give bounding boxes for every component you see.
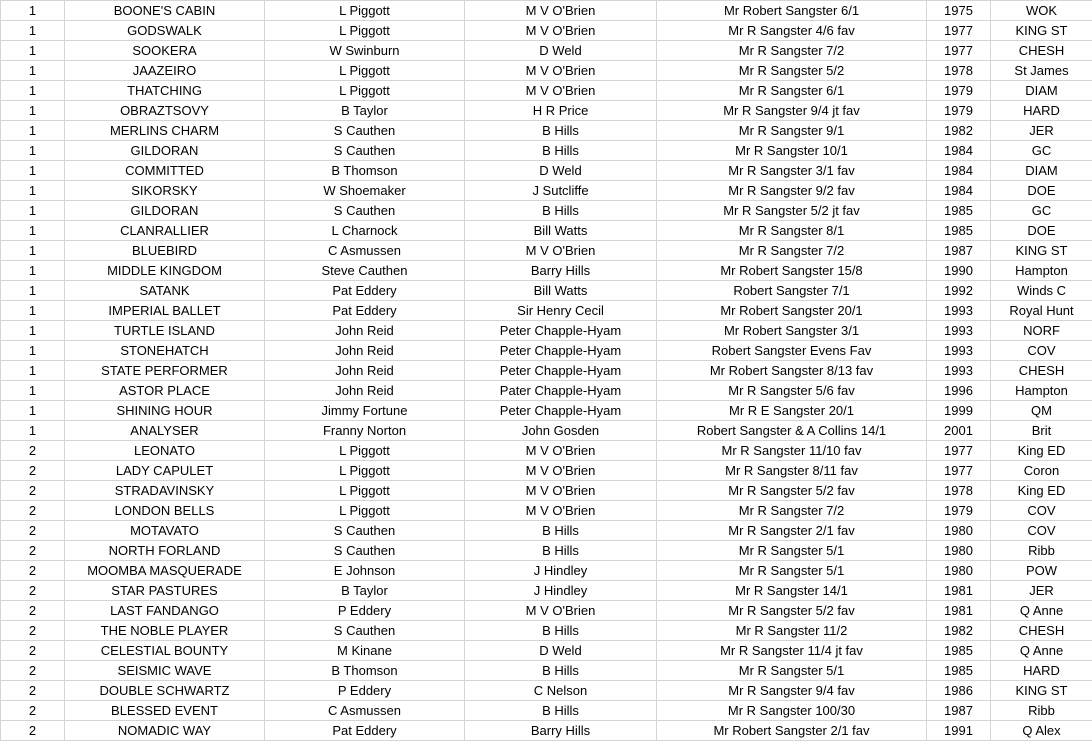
owner-odds-cell[interactable]: Mr R Sangster 5/1 (657, 561, 927, 581)
race-cell[interactable]: Hampton (991, 261, 1092, 281)
year-cell[interactable]: 1996 (927, 381, 991, 401)
race-cell[interactable]: Q Anne (991, 601, 1092, 621)
owner-odds-cell[interactable]: Mr R Sangster 10/1 (657, 141, 927, 161)
horse-cell[interactable]: BLESSED EVENT (65, 701, 265, 721)
jockey-cell[interactable]: L Piggott (265, 61, 465, 81)
race-cell[interactable]: HARD (991, 101, 1092, 121)
horse-cell[interactable]: MOOMBA MASQUERADE (65, 561, 265, 581)
trainer-cell[interactable]: M V O'Brien (465, 501, 657, 521)
year-cell[interactable]: 1985 (927, 641, 991, 661)
jockey-cell[interactable]: W Shoemaker (265, 181, 465, 201)
position-cell[interactable]: 1 (1, 101, 65, 121)
jockey-cell[interactable]: C Asmussen (265, 241, 465, 261)
position-cell[interactable]: 2 (1, 521, 65, 541)
race-cell[interactable]: KING ST (991, 21, 1092, 41)
position-cell[interactable]: 2 (1, 481, 65, 501)
race-cell[interactable]: DIAM (991, 81, 1092, 101)
trainer-cell[interactable]: B Hills (465, 701, 657, 721)
trainer-cell[interactable]: B Hills (465, 661, 657, 681)
race-cell[interactable]: JER (991, 581, 1092, 601)
jockey-cell[interactable]: P Eddery (265, 681, 465, 701)
year-cell[interactable]: 1981 (927, 601, 991, 621)
table-row (1, 221, 1092, 241)
owner-odds-cell[interactable]: Mr Robert Sangster 8/13 fav (657, 361, 927, 381)
jockey-cell[interactable]: L Piggott (265, 481, 465, 501)
year-cell[interactable]: 1991 (927, 721, 991, 741)
trainer-cell[interactable]: Bill Watts (465, 281, 657, 301)
position-cell[interactable]: 2 (1, 681, 65, 701)
owner-odds-cell[interactable]: Mr R Sangster 5/6 fav (657, 381, 927, 401)
race-cell[interactable]: WOK (991, 1, 1092, 21)
position-cell[interactable]: 1 (1, 1, 65, 21)
trainer-cell[interactable]: J Hindley (465, 561, 657, 581)
jockey-cell[interactable]: S Cauthen (265, 201, 465, 221)
owner-odds-cell[interactable]: Mr R Sangster 5/1 (657, 661, 927, 681)
year-cell[interactable]: 1977 (927, 441, 991, 461)
position-cell[interactable]: 1 (1, 61, 65, 81)
trainer-cell[interactable]: Bill Watts (465, 221, 657, 241)
horse-cell[interactable]: SIKORSKY (65, 181, 265, 201)
year-cell[interactable]: 1980 (927, 561, 991, 581)
position-cell[interactable]: 1 (1, 401, 65, 421)
owner-odds-cell[interactable]: Mr R Sangster 4/6 fav (657, 21, 927, 41)
table-row (1, 341, 1092, 361)
year-cell[interactable]: 1986 (927, 681, 991, 701)
trainer-cell[interactable]: Peter Chapple-Hyam (465, 401, 657, 421)
position-cell[interactable]: 2 (1, 501, 65, 521)
horse-cell[interactable]: MERLINS CHARM (65, 121, 265, 141)
race-cell[interactable]: King ED (991, 481, 1092, 501)
jockey-cell[interactable]: John Reid (265, 341, 465, 361)
jockey-cell[interactable]: Pat Eddery (265, 281, 465, 301)
jockey-cell[interactable]: P Eddery (265, 601, 465, 621)
position-cell[interactable]: 1 (1, 421, 65, 441)
position-cell[interactable]: 1 (1, 121, 65, 141)
table-body (1, 1, 1092, 741)
table-row (1, 381, 1092, 401)
year-cell[interactable]: 1990 (927, 261, 991, 281)
jockey-cell[interactable]: L Piggott (265, 21, 465, 41)
year-cell[interactable]: 1979 (927, 501, 991, 521)
position-cell[interactable]: 2 (1, 601, 65, 621)
owner-odds-cell[interactable]: Mr R Sangster 8/1 (657, 221, 927, 241)
trainer-cell[interactable]: M V O'Brien (465, 441, 657, 461)
table-row (1, 61, 1092, 81)
trainer-cell[interactable]: M V O'Brien (465, 61, 657, 81)
jockey-cell[interactable]: Pat Eddery (265, 721, 465, 741)
race-cell[interactable]: CHESH (991, 41, 1092, 61)
jockey-cell[interactable]: L Piggott (265, 441, 465, 461)
race-cell[interactable]: Ribb (991, 701, 1092, 721)
year-cell[interactable]: 1984 (927, 181, 991, 201)
trainer-cell[interactable]: H R Price (465, 101, 657, 121)
owner-odds-cell[interactable]: Mr R Sangster 6/1 (657, 81, 927, 101)
position-cell[interactable]: 2 (1, 621, 65, 641)
year-cell[interactable]: 1979 (927, 101, 991, 121)
owner-odds-cell[interactable]: Mr R Sangster 7/2 (657, 501, 927, 521)
table-row (1, 561, 1092, 581)
position-cell[interactable]: 1 (1, 21, 65, 41)
year-cell[interactable]: 1993 (927, 301, 991, 321)
jockey-cell[interactable]: Pat Eddery (265, 301, 465, 321)
owner-odds-cell[interactable]: Mr R Sangster 5/1 (657, 541, 927, 561)
owner-odds-cell[interactable]: Mr R E Sangster 20/1 (657, 401, 927, 421)
owner-odds-cell[interactable]: Mr R Sangster 11/10 fav (657, 441, 927, 461)
table-row (1, 621, 1092, 641)
position-cell[interactable]: 1 (1, 361, 65, 381)
race-cell[interactable]: JER (991, 121, 1092, 141)
trainer-cell[interactable]: M V O'Brien (465, 1, 657, 21)
horse-cell[interactable]: DOUBLE SCHWARTZ (65, 681, 265, 701)
trainer-cell[interactable]: Peter Chapple-Hyam (465, 341, 657, 361)
owner-odds-cell[interactable]: Mr R Sangster 14/1 (657, 581, 927, 601)
race-cell[interactable]: DIAM (991, 161, 1092, 181)
horse-cell[interactable]: BOONE'S CABIN (65, 1, 265, 21)
owner-odds-cell[interactable]: Mr R Sangster 9/2 fav (657, 181, 927, 201)
position-cell[interactable]: 1 (1, 221, 65, 241)
owner-odds-cell[interactable]: Mr R Sangster 9/4 fav (657, 681, 927, 701)
jockey-cell[interactable]: S Cauthen (265, 621, 465, 641)
table-row (1, 641, 1092, 661)
owner-odds-cell[interactable]: Mr R Sangster 100/30 (657, 701, 927, 721)
table-row (1, 661, 1092, 681)
year-cell[interactable]: 1987 (927, 241, 991, 261)
table-row (1, 701, 1092, 721)
trainer-cell[interactable]: M V O'Brien (465, 601, 657, 621)
race-cell[interactable]: Coron (991, 461, 1092, 481)
position-cell[interactable]: 2 (1, 581, 65, 601)
owner-odds-cell[interactable]: Mr Robert Sangster 3/1 (657, 321, 927, 341)
horse-cell[interactable]: NORTH FORLAND (65, 541, 265, 561)
trainer-cell[interactable]: B Hills (465, 521, 657, 541)
year-cell[interactable]: 1978 (927, 61, 991, 81)
jockey-cell[interactable]: Steve Cauthen (265, 261, 465, 281)
table-row (1, 121, 1092, 141)
position-cell[interactable]: 2 (1, 541, 65, 561)
position-cell[interactable]: 1 (1, 281, 65, 301)
table-row (1, 201, 1092, 221)
owner-odds-cell[interactable]: Mr R Sangster 2/1 fav (657, 521, 927, 541)
race-cell[interactable]: CHESH (991, 621, 1092, 641)
table-row (1, 101, 1092, 121)
position-cell[interactable]: 2 (1, 461, 65, 481)
owner-odds-cell[interactable]: Mr R Sangster 9/1 (657, 121, 927, 141)
position-cell[interactable]: 1 (1, 381, 65, 401)
jockey-cell[interactable]: B Taylor (265, 581, 465, 601)
jockey-cell[interactable]: L Piggott (265, 1, 465, 21)
trainer-cell[interactable]: B Hills (465, 121, 657, 141)
race-cell[interactable]: COV (991, 341, 1092, 361)
trainer-cell[interactable]: Peter Chapple-Hyam (465, 361, 657, 381)
table-row (1, 501, 1092, 521)
year-cell[interactable]: 1993 (927, 321, 991, 341)
race-cell[interactable]: Hampton (991, 381, 1092, 401)
owner-odds-cell[interactable]: Mr R Sangster 5/2 fav (657, 601, 927, 621)
owner-odds-cell[interactable]: Robert Sangster & A Collins 14/1 (657, 421, 927, 441)
horse-cell[interactable]: THATCHING (65, 81, 265, 101)
position-cell[interactable]: 1 (1, 181, 65, 201)
horse-cell[interactable]: COMMITTED (65, 161, 265, 181)
jockey-cell[interactable]: Jimmy Fortune (265, 401, 465, 421)
jockey-cell[interactable]: C Asmussen (265, 701, 465, 721)
horse-cell[interactable]: LONDON BELLS (65, 501, 265, 521)
jockey-cell[interactable]: E Johnson (265, 561, 465, 581)
race-cell[interactable]: KING ST (991, 241, 1092, 261)
owner-odds-cell[interactable]: Mr R Sangster 7/2 (657, 241, 927, 261)
jockey-cell[interactable]: L Charnock (265, 221, 465, 241)
year-cell[interactable]: 1975 (927, 1, 991, 21)
year-cell[interactable]: 1984 (927, 141, 991, 161)
year-cell[interactable]: 1985 (927, 221, 991, 241)
position-cell[interactable]: 1 (1, 161, 65, 181)
trainer-cell[interactable]: M V O'Brien (465, 461, 657, 481)
owner-odds-cell[interactable]: Mr R Sangster 5/2 jt fav (657, 201, 927, 221)
owner-odds-cell[interactable]: Mr R Sangster 3/1 fav (657, 161, 927, 181)
race-cell[interactable]: Winds C (991, 281, 1092, 301)
owner-odds-cell[interactable]: Robert Sangster Evens Fav (657, 341, 927, 361)
table-row (1, 261, 1092, 281)
position-cell[interactable]: 1 (1, 81, 65, 101)
year-cell[interactable]: 1980 (927, 541, 991, 561)
table-row (1, 361, 1092, 381)
trainer-cell[interactable]: J Hindley (465, 581, 657, 601)
horse-cell[interactable]: SEISMIC WAVE (65, 661, 265, 681)
jockey-cell[interactable]: L Piggott (265, 81, 465, 101)
year-cell[interactable]: 1993 (927, 341, 991, 361)
trainer-cell[interactable]: J Sutcliffe (465, 181, 657, 201)
year-cell[interactable]: 1999 (927, 401, 991, 421)
race-cell[interactable]: POW (991, 561, 1092, 581)
jockey-cell[interactable]: Franny Norton (265, 421, 465, 441)
year-cell[interactable]: 1985 (927, 201, 991, 221)
position-cell[interactable]: 2 (1, 701, 65, 721)
position-cell[interactable]: 2 (1, 661, 65, 681)
year-cell[interactable]: 1981 (927, 581, 991, 601)
horse-cell[interactable]: BLUEBIRD (65, 241, 265, 261)
year-cell[interactable]: 1980 (927, 521, 991, 541)
race-cell[interactable]: QM (991, 401, 1092, 421)
year-cell[interactable]: 1984 (927, 161, 991, 181)
year-cell[interactable]: 1985 (927, 661, 991, 681)
year-cell[interactable]: 1982 (927, 121, 991, 141)
horse-cell[interactable]: SATANK (65, 281, 265, 301)
horse-cell[interactable]: MOTAVATO (65, 521, 265, 541)
jockey-cell[interactable]: John Reid (265, 321, 465, 341)
table-row (1, 161, 1092, 181)
year-cell[interactable]: 1993 (927, 361, 991, 381)
table-row (1, 81, 1092, 101)
trainer-cell[interactable]: B Hills (465, 621, 657, 641)
trainer-cell[interactable]: John Gosden (465, 421, 657, 441)
table-row (1, 321, 1092, 341)
position-cell[interactable]: 2 (1, 441, 65, 461)
horse-cell[interactable]: IMPERIAL BALLET (65, 301, 265, 321)
owner-odds-cell[interactable]: Mr R Sangster 5/2 (657, 61, 927, 81)
horse-cell[interactable]: SOOKERA (65, 41, 265, 61)
race-cell[interactable]: GC (991, 141, 1092, 161)
trainer-cell[interactable]: M V O'Brien (465, 481, 657, 501)
horse-cell[interactable]: STATE PERFORMER (65, 361, 265, 381)
year-cell[interactable]: 1978 (927, 481, 991, 501)
horse-cell[interactable]: GILDORAN (65, 141, 265, 161)
table-row (1, 521, 1092, 541)
year-cell[interactable]: 1987 (927, 701, 991, 721)
year-cell[interactable]: 1977 (927, 41, 991, 61)
year-cell[interactable]: 1982 (927, 621, 991, 641)
jockey-cell[interactable]: L Piggott (265, 461, 465, 481)
table-row (1, 301, 1092, 321)
owner-odds-cell[interactable]: Mr R Sangster 11/2 (657, 621, 927, 641)
horse-cell[interactable]: STAR PASTURES (65, 581, 265, 601)
table-row (1, 481, 1092, 501)
horse-cell[interactable]: OBRAZTSOVY (65, 101, 265, 121)
owner-odds-cell[interactable]: Robert Sangster 7/1 (657, 281, 927, 301)
trainer-cell[interactable]: M V O'Brien (465, 241, 657, 261)
year-cell[interactable]: 1977 (927, 21, 991, 41)
table-row (1, 1, 1092, 21)
race-cell[interactable]: COV (991, 501, 1092, 521)
position-cell[interactable]: 1 (1, 241, 65, 261)
position-cell[interactable]: 1 (1, 301, 65, 321)
position-cell[interactable]: 2 (1, 641, 65, 661)
race-cell[interactable]: DOE (991, 181, 1092, 201)
jockey-cell[interactable]: John Reid (265, 381, 465, 401)
position-cell[interactable]: 1 (1, 141, 65, 161)
jockey-cell[interactable]: S Cauthen (265, 521, 465, 541)
position-cell[interactable]: 1 (1, 261, 65, 281)
race-cell[interactable]: Ribb (991, 541, 1092, 561)
trainer-cell[interactable]: B Hills (465, 141, 657, 161)
trainer-cell[interactable]: Barry Hills (465, 721, 657, 741)
position-cell[interactable]: 2 (1, 561, 65, 581)
table-row (1, 181, 1092, 201)
race-cell[interactable]: Royal Hunt (991, 301, 1092, 321)
trainer-cell[interactable]: Pater Chapple-Hyam (465, 381, 657, 401)
trainer-cell[interactable]: C Nelson (465, 681, 657, 701)
race-cell[interactable]: GC (991, 201, 1092, 221)
race-cell[interactable]: KING ST (991, 681, 1092, 701)
horse-cell[interactable]: TURTLE ISLAND (65, 321, 265, 341)
horse-cell[interactable]: LAST FANDANGO (65, 601, 265, 621)
race-cell[interactable]: Q Alex (991, 721, 1092, 741)
jockey-cell[interactable]: B Thomson (265, 661, 465, 681)
jockey-cell[interactable]: B Taylor (265, 101, 465, 121)
trainer-cell[interactable]: Sir Henry Cecil (465, 301, 657, 321)
horse-cell[interactable]: LADY CAPULET (65, 461, 265, 481)
position-cell[interactable]: 2 (1, 721, 65, 741)
horse-cell[interactable]: CELESTIAL BOUNTY (65, 641, 265, 661)
horse-cell[interactable]: SHINING HOUR (65, 401, 265, 421)
table-row (1, 601, 1092, 621)
horse-cell[interactable]: MIDDLE KINGDOM (65, 261, 265, 281)
horse-cell[interactable]: JAAZEIRO (65, 61, 265, 81)
owner-odds-cell[interactable]: Mr Robert Sangster 15/8 (657, 261, 927, 281)
jockey-cell[interactable]: John Reid (265, 361, 465, 381)
table-row (1, 41, 1092, 61)
jockey-cell[interactable]: M Kinane (265, 641, 465, 661)
jockey-cell[interactable]: L Piggott (265, 501, 465, 521)
trainer-cell[interactable]: M V O'Brien (465, 81, 657, 101)
owner-odds-cell[interactable]: Mr R Sangster 7/2 (657, 41, 927, 61)
trainer-cell[interactable]: D Weld (465, 41, 657, 61)
year-cell[interactable]: 1979 (927, 81, 991, 101)
race-cell[interactable]: King ED (991, 441, 1092, 461)
horse-cell[interactable]: LEONATO (65, 441, 265, 461)
table-row (1, 581, 1092, 601)
race-cell[interactable]: HARD (991, 661, 1092, 681)
table-row (1, 441, 1092, 461)
trainer-cell[interactable]: Peter Chapple-Hyam (465, 321, 657, 341)
table-row (1, 541, 1092, 561)
table-row (1, 141, 1092, 161)
year-cell[interactable]: 1977 (927, 461, 991, 481)
table-row (1, 461, 1092, 481)
race-cell[interactable]: Brit (991, 421, 1092, 441)
owner-odds-cell[interactable]: Mr R Sangster 8/11 fav (657, 461, 927, 481)
horse-cell[interactable]: ASTOR PLACE (65, 381, 265, 401)
table-row (1, 281, 1092, 301)
race-cell[interactable]: COV (991, 521, 1092, 541)
owner-odds-cell[interactable]: Mr Robert Sangster 2/1 fav (657, 721, 927, 741)
jockey-cell[interactable]: S Cauthen (265, 541, 465, 561)
trainer-cell[interactable]: M V O'Brien (465, 21, 657, 41)
year-cell[interactable]: 1992 (927, 281, 991, 301)
race-cell[interactable]: DOE (991, 221, 1092, 241)
trainer-cell[interactable]: B Hills (465, 201, 657, 221)
trainer-cell[interactable]: B Hills (465, 541, 657, 561)
race-cell[interactable]: Q Anne (991, 641, 1092, 661)
trainer-cell[interactable]: D Weld (465, 641, 657, 661)
horse-cell[interactable]: NOMADIC WAY (65, 721, 265, 741)
table-row (1, 681, 1092, 701)
table-row (1, 241, 1092, 261)
jockey-cell[interactable]: S Cauthen (265, 141, 465, 161)
jockey-cell[interactable]: S Cauthen (265, 121, 465, 141)
race-cell[interactable]: NORF (991, 321, 1092, 341)
horse-cell[interactable]: STONEHATCH (65, 341, 265, 361)
year-cell[interactable]: 2001 (927, 421, 991, 441)
race-cell[interactable]: St James (991, 61, 1092, 81)
horse-cell[interactable]: GILDORAN (65, 201, 265, 221)
position-cell[interactable]: 1 (1, 41, 65, 61)
table-row (1, 721, 1092, 741)
position-cell[interactable]: 1 (1, 321, 65, 341)
table-row (1, 21, 1092, 41)
horse-cell[interactable]: STRADAVINSKY (65, 481, 265, 501)
owner-odds-cell[interactable]: Mr Robert Sangster 6/1 (657, 1, 927, 21)
owner-odds-cell[interactable]: Mr Robert Sangster 20/1 (657, 301, 927, 321)
owner-odds-cell[interactable]: Mr R Sangster 9/4 jt fav (657, 101, 927, 121)
jockey-cell[interactable]: W Swinburn (265, 41, 465, 61)
horse-cell[interactable]: CLANRALLIER (65, 221, 265, 241)
horse-cell[interactable]: ANALYSER (65, 421, 265, 441)
horse-cell[interactable]: GODSWALK (65, 21, 265, 41)
position-cell[interactable]: 1 (1, 201, 65, 221)
owner-odds-cell[interactable]: Mr R Sangster 5/2 fav (657, 481, 927, 501)
table-row (1, 401, 1092, 421)
race-cell[interactable]: CHESH (991, 361, 1092, 381)
jockey-cell[interactable]: B Thomson (265, 161, 465, 181)
horse-cell[interactable]: THE NOBLE PLAYER (65, 621, 265, 641)
trainer-cell[interactable]: Barry Hills (465, 261, 657, 281)
table-row (1, 421, 1092, 441)
owner-odds-cell[interactable]: Mr R Sangster 11/4 jt fav (657, 641, 927, 661)
position-cell[interactable]: 1 (1, 341, 65, 361)
trainer-cell[interactable]: D Weld (465, 161, 657, 181)
